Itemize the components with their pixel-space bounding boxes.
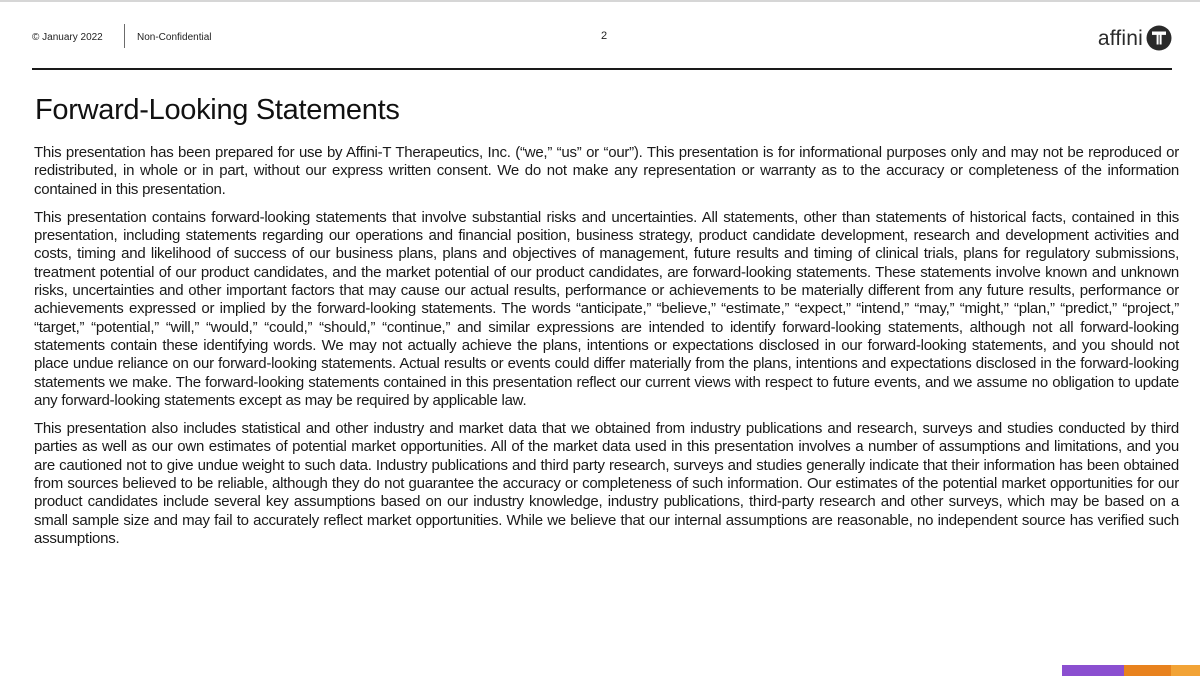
brand-stripe	[1062, 665, 1200, 676]
paragraph-purpose: This presentation has been prepared for use by Affini-T Therapeutics, Inc. (“we,” “us” or “our”). This presentation is for informational purposes only and may not be reproduced or redistributed, in whole or in part, without our express written consent. We do not make any representation or warranty as to the accuracy or completeness of the information contained in this presentation.	[34, 144, 1179, 198]
slide-title: Forward-Looking Statements	[35, 94, 400, 126]
header-divider	[124, 24, 125, 48]
stripe-amber	[1171, 665, 1200, 676]
logo-wordmark: affini	[1097, 26, 1143, 50]
paragraph-forward-looking: This presentation contains forward-looking statements that involve substantial risks and uncertainties. All statements, other than statements of historical facts, contained in this presentation, including statements regarding our operations and financial position, business strategy, product candidate development, research and development activities and costs, timing and likelihood of success of our business plans, plans and objectives of management, future results and timing of clinical trials, plans for regulatory submissions, treatment potential of our product candidates, and the market potential of our product candidates, are forward-looking statements. These statements involve known and unknown risks, uncertainties and other important factors that may cause our actual results, performance or achievements to be materially different from any future results, performance or achievements expressed or implied by the forward-looking statements. The words “anticipate,” “believe,” “estimate,” “expect,” “intend,” “may,” “might,” “plan,” “predict,” “project,” “target,” “potential,” “will,” “would,” “could,” “should,” “continue,” and similar expressions are intended to identify forward-looking statements, although not all forward-looking statements contain these identifying words. We may not actually achieve the plans, intentions or expectations disclosed in our forward-looking statements, and you should not place undue reliance on our forward-looking statements. Actual results or events could differ materially from the plans, intentions and expectations disclosed in the forward-looking statements we make. The forward-looking statements contained in this presentation reflect our current views with respect to future events, and we assume no obligation to update any forward-looking statements except as may be required by applicable law.	[34, 208, 1179, 409]
disclaimer-body	[34, 144, 1179, 558]
confidentiality-label: Non-Confidential	[137, 32, 212, 43]
company-logo	[1098, 22, 1172, 54]
copyright-date: © January 2022	[32, 32, 103, 43]
slide-header	[32, 22, 1172, 54]
page-number: 2	[601, 30, 608, 42]
stripe-orange	[1124, 665, 1171, 676]
paragraph-market-data: This presentation also includes statistical and other industry and market data that we obtained from industry publications and research, surveys and studies conducted by third parties as well as our own estimates of potential market opportunities. All of the market data used in this presentation involves a number of assumptions and limitations, and you are cautioned not to give undue weight to such data. Industry publications and third party research, surveys and studies generally indicate that their information has been obtained from sources believed to be reliable, although they do not guarantee the accuracy or completeness of such information. Our estimates of the potential market opportunities for our product candidates include several key assumptions based on our industry knowledge, industry publications, third-party research and other surveys, which may be based on a small sample size and may fail to accurately reflect market opportunities. While we believe that our internal assumptions are reasonable, no independent source has verified such assumptions.	[34, 420, 1179, 547]
stripe-purple	[1062, 665, 1124, 676]
top-border	[0, 0, 1200, 2]
affini-t-logo-icon	[1146, 25, 1172, 51]
header-rule	[32, 68, 1172, 70]
